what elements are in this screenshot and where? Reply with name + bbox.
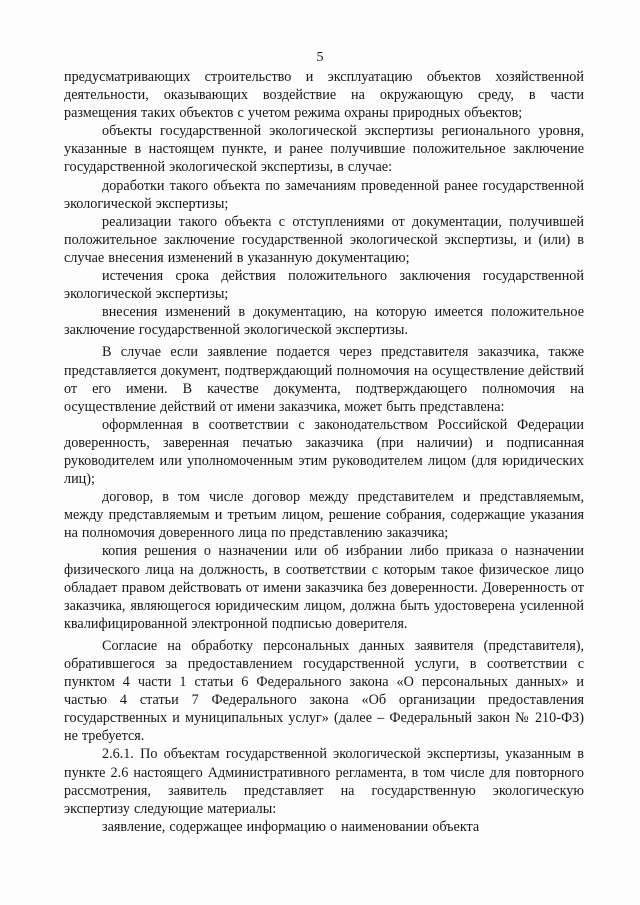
paragraph-regional-objects: объекты государственной экологической экспертизы регионального уровня, указанные в настоящем пункте, и ранее получившие положительное заключение государственной экологической экспертизы, в случае: bbox=[64, 123, 584, 176]
paragraph-representative: В случае если заявление подается через представителя заказчика, также представляется документ, подтверждающий полномочия на осуществление действий от его имени. В качестве документа, подтверждающего полномочия на осуществление действий от имени заказчика, может быть представлена: bbox=[64, 344, 584, 415]
document-body bbox=[64, 68, 584, 836]
paragraph-appointment-order: копия решения о назначении или об избрании либо приказа о назначении физического лица на должность, в соответствии с которым такое физическое лицо обладает правом действовать от имени заказчика без доверенности. Доверенность от заказчика, являющегося юридическим лицом, должна быть удостоверена усиленной квалифицированной электронной подписью доверителя. bbox=[64, 543, 584, 632]
paragraph-deviations: реализации такого объекта с отступлениями от документации, получившей положительное заключение государственной экологической экспертизы, и (или) в случае внесения изменений в указанную документацию; bbox=[64, 213, 584, 266]
paragraph-expiry: истечения срока действия положительного заключения государственной экологической экспертизы; bbox=[64, 268, 584, 303]
paragraph-intro-continuation: предусматривающих строительство и эксплуатацию объектов хозяйственной деятельности, оказывающих воздействие на окружающую среду, в части размещения таких объектов с учетом режима охраны природных объектов; bbox=[64, 69, 584, 122]
paragraph-2-6-1: 2.6.1. По объектам государственной экологической экспертизы, указанным в пункте 2.6 настоящего Административного регламента, в том числе для повторного рассмотрения, заявитель представляет на государственную экологическую экспертизу следующие материалы: bbox=[64, 746, 584, 817]
paragraph-power-of-attorney: оформленная в соответствии с законодательством Российской Федерации доверенность, заверенная печатью заказчика (при наличии) и подписанная руководителем или уполномоченным этим руководителем лицом (для юридических лиц); bbox=[64, 416, 584, 488]
paragraph-personal-data-consent: Согласие на обработку персональных данных заявителя (представителя), обратившегося за предоставлением государственной услуги, в соответствии с пунктом 4 части 1 статьи 6 Федерального закона «О персональных данных» и частью 4 статьи 7 Федерального закона «Об организации предоставления государственных и муниципальных услуг» (далее – Федеральный закон № 210-ФЗ) не требуется. bbox=[64, 637, 584, 745]
paragraph-application-info: заявление, содержащее информацию о наименовании объекта bbox=[102, 818, 480, 835]
paragraph-changes: внесения изменений в документацию, на которую имеется положительное заключение государственной экологической экспертизы. bbox=[64, 304, 584, 339]
page-number: 5 bbox=[316, 50, 324, 65]
paragraph-rework: доработки такого объекта по замечаниям проведенной ранее государственной экологической экспертизы; bbox=[64, 177, 584, 212]
paragraph-contract: договор, в том числе договор между представителем и представляемым, между представляемым и третьим лицом, решение собрания, содержащие указания на полномочия доверенного лица по представлению заказчика; bbox=[64, 489, 584, 542]
